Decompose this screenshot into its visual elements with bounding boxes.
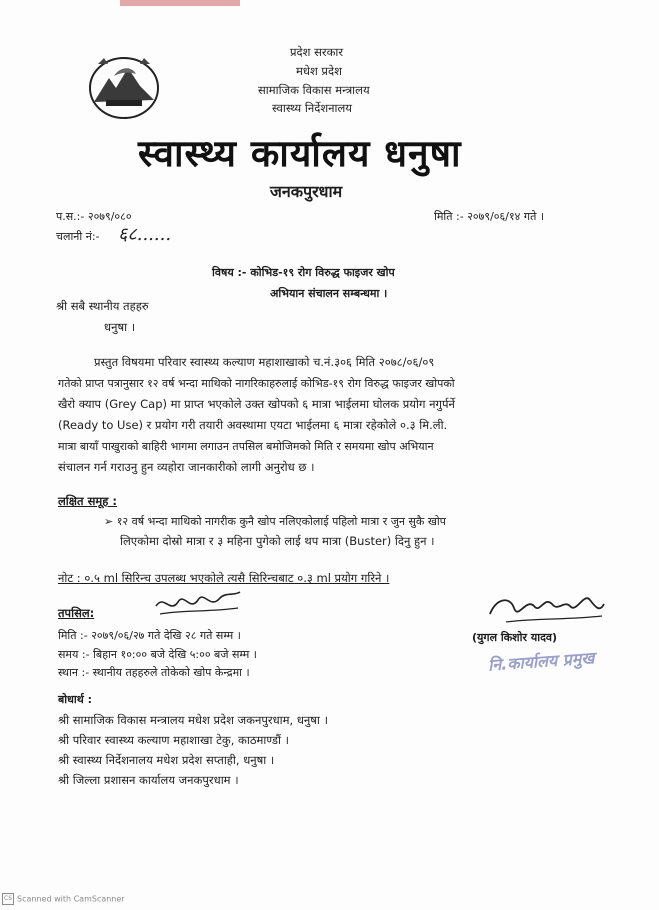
- body-line: (Ready to Use) र प्रयोग गरी तयारी अवस्थामा एयटा भाईलमा ६ मात्रा रहेकोले ०.३ मि.ली.: [58, 418, 448, 432]
- scanner-text: Scanned with CamScanner: [17, 894, 125, 904]
- addressee-line-2: धनुषा ।: [104, 320, 136, 334]
- camscanner-logo-icon: CS: [2, 893, 14, 905]
- signatory-stamp: नि.कार्यालय प्रमुख: [487, 648, 595, 675]
- target-group-line-1: ➢ १२ वर्ष भन्दा माथिको नागरीक कुनै खोप नलिएकोलाई पहिलो मात्रा र जुन सुकै खोप: [104, 515, 446, 528]
- header-line-ministry: सामाजिक विकास मन्त्रालय: [258, 83, 370, 97]
- schedule-date: मिति :- २०७९/०६/२७ गते देखि २८ गते सम्म ।: [58, 629, 241, 642]
- officer-signature: [486, 584, 606, 630]
- signatory-name: (युगल किशोर यादव): [472, 631, 558, 644]
- body-line: प्रस्तुत विषयमा परिवार स्वास्थ्य कल्याण महाशाखाको च.नं.३०६ मिति २०७८/०६/०९: [94, 355, 435, 369]
- target-group-line-2: लिएकोमा दोस्रो मात्रा र ३ महिना पुगेको लाई थप मात्रा (Buster) दिनु हुन ।: [120, 534, 435, 548]
- cc-item: श्री परिवार स्वास्थ्य कल्याण महाशाखा टेकु, काठमाण्डौं ।: [58, 733, 289, 747]
- header-line-province: मधेश प्रदेश: [296, 64, 342, 78]
- body-line: संचालन गर्न गराउनु हुन व्यहोरा जानकारीको लागी अनुरोध छ ।: [58, 460, 315, 474]
- chalani-value: ६८......: [118, 224, 172, 245]
- nepal-emblem-icon: [84, 50, 164, 122]
- cc-heading: बोधार्थ :: [58, 693, 93, 706]
- subject-line-1: विषय :- कोभिड-१९ रोग विरुद्ध फाइजर खोप: [212, 266, 395, 279]
- cc-item: श्री स्वास्थ्य निर्देशनालय मधेश प्रदेश सप्ताही, धनुषा ।: [58, 753, 275, 767]
- letter-date: मिति :- २०७९/०६/१४ गते ।: [434, 210, 545, 223]
- scanner-watermark: [2, 893, 125, 905]
- body-line: मात्रा बायाँ पाखुराको बाहिरी भागमा लगाउन तपसिल बमोजिमको मिति र समयमा खोप अभियान: [58, 440, 434, 453]
- schedule-heading: तपसिल:: [58, 606, 95, 620]
- schedule-place: स्थान :- स्थानीय तहहरुले तोकेको खोप केन्द्रमा ।: [58, 666, 250, 679]
- body-line: खैरो क्याप (Grey Cap) मा प्राप्त भएकोले उक्त खोपको ६ मात्रा भाईलमा घोलक प्रयोग नगुर्पर्ने: [58, 397, 455, 411]
- cc-item: श्री जिल्ला प्रशासन कार्यालय जनकपुरधाम ।: [58, 773, 239, 787]
- body-line: गतेको प्राप्त पत्रानुसार १२ वर्ष भन्दा माथिको नागरिकाहरुलाई कोभिड-१९ रोग विरुद्ध फाइजर खोपको: [58, 377, 455, 390]
- cc-item: श्री सामाजिक विकास मन्त्रालय मधेश प्रदेश जकनपुरधाम, धनुषा ।: [58, 713, 328, 727]
- note-text: नोट : ०.५ ml सिरिन्च उपलब्ध भएकोले त्यसै सिरिन्चबाट ०.३ ml प्रयोग गरिने ।: [58, 571, 390, 585]
- top-edge-mark: [120, 0, 240, 6]
- subject-line-2: अभियान संचालन सम्बन्धमा ।: [270, 287, 388, 300]
- office-city: जनकपुरधाम: [270, 182, 343, 201]
- addressee-line-1: श्री सबै स्थानीय तहहरु: [56, 299, 149, 313]
- header-line-government: प्रदेश सरकार: [290, 45, 344, 59]
- schedule-time: समय :- बिहान १०:०० बजे देखि ५:०० बजे सम्म ।: [58, 648, 257, 661]
- office-title: स्वास्थ्य कार्यालय धनुषा: [138, 131, 462, 175]
- header-line-directorate: स्वास्थ्य निर्देशनालय: [272, 101, 352, 115]
- reference-number: प.स.:- २०७९/०८०: [56, 210, 132, 223]
- target-group-heading: लक्षित समूह :: [58, 494, 117, 508]
- initials-signature: [150, 584, 246, 620]
- chalani-label: चलानी नं:-: [56, 230, 100, 243]
